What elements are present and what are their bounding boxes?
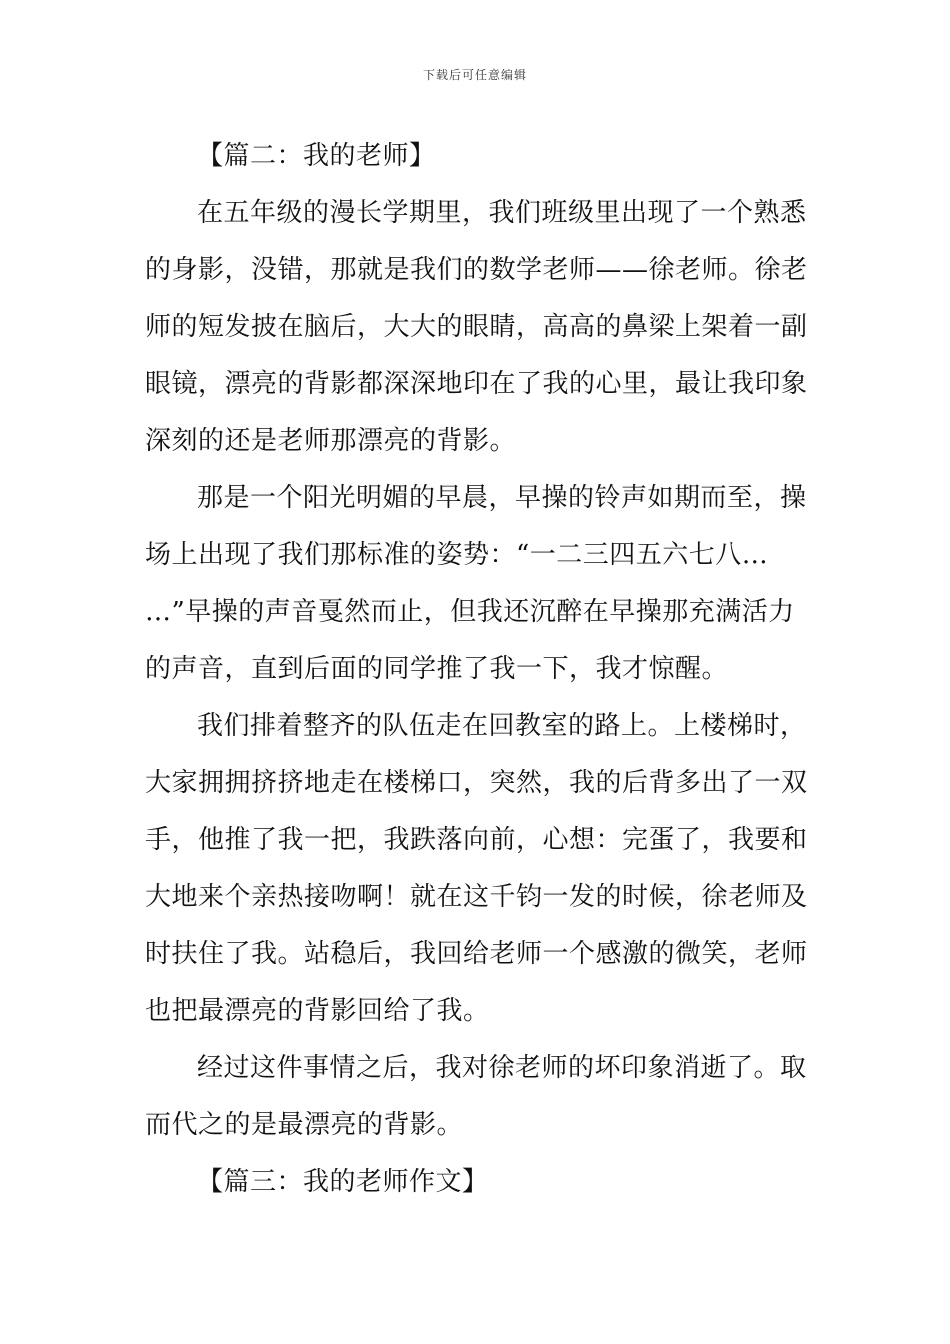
article-body [145, 128, 810, 1211]
paragraph-line: 也把最漂亮的背影回给了我。 [145, 996, 490, 1026]
paragraph-line: 而代之的是最漂亮的背影。 [145, 1110, 464, 1140]
paragraph-line: 大家拥拥挤挤地走在楼梯口，突然，我的后背多出了一双 [145, 768, 808, 798]
paragraph-1 [145, 185, 810, 470]
paragraph-line: …”早操的声音戛然而止，但我还沉醉在早操那充满活力 [145, 597, 795, 627]
paragraph-line: 时扶住了我。站稳后，我回给老师一个感激的微笑，老师 [145, 939, 808, 969]
paragraph-line: 眼镜，漂亮的背影都深深地印在了我的心里，最让我印象 [145, 369, 808, 399]
paragraph-line: 深刻的还是老师那漂亮的背影。 [145, 426, 517, 456]
paragraph-line: 师的短发披在脑后，大大的眼睛，高高的鼻梁上架着一副 [145, 312, 808, 342]
paragraph-line: 大地来个亲热接吻啊！就在这千钧一发的时候，徐老师及 [145, 882, 808, 912]
paragraph-line: 的身影，没错，那就是我们的数学老师——徐老师。徐老 [145, 255, 808, 285]
section-heading-2: 【篇二：我的老师】 [197, 141, 436, 171]
paragraph-line: 在五年级的漫长学期里，我们班级里出现了一个熟悉 [197, 198, 807, 228]
paragraph-line: 的声音，直到后面的同学推了我一下，我才惊醒。 [145, 654, 729, 684]
section-heading-3: 【篇三：我的老师作文】 [197, 1167, 489, 1197]
paragraph-line: 那是一个阳光明媚的早晨，早操的铃声如期而至，操 [197, 483, 807, 513]
paragraph-line: 经过这件事情之后，我对徐老师的坏印象消逝了。取 [197, 1053, 807, 1083]
paragraph-3 [145, 698, 810, 1040]
paragraph-2 [145, 470, 810, 698]
paragraph-4 [145, 1040, 810, 1154]
paragraph-line: 场上出现了我们那标准的姿势：“一二三四五六七八… [145, 540, 769, 570]
paragraph-line: 我们排着整齐的队伍走在回教室的路上。上楼梯时， [197, 711, 807, 741]
paragraph-line: 手，他推了我一把，我跌落向前，心想：完蛋了，我要和 [145, 825, 808, 855]
page-header-note: 下载后可任意编辑 [422, 68, 527, 82]
